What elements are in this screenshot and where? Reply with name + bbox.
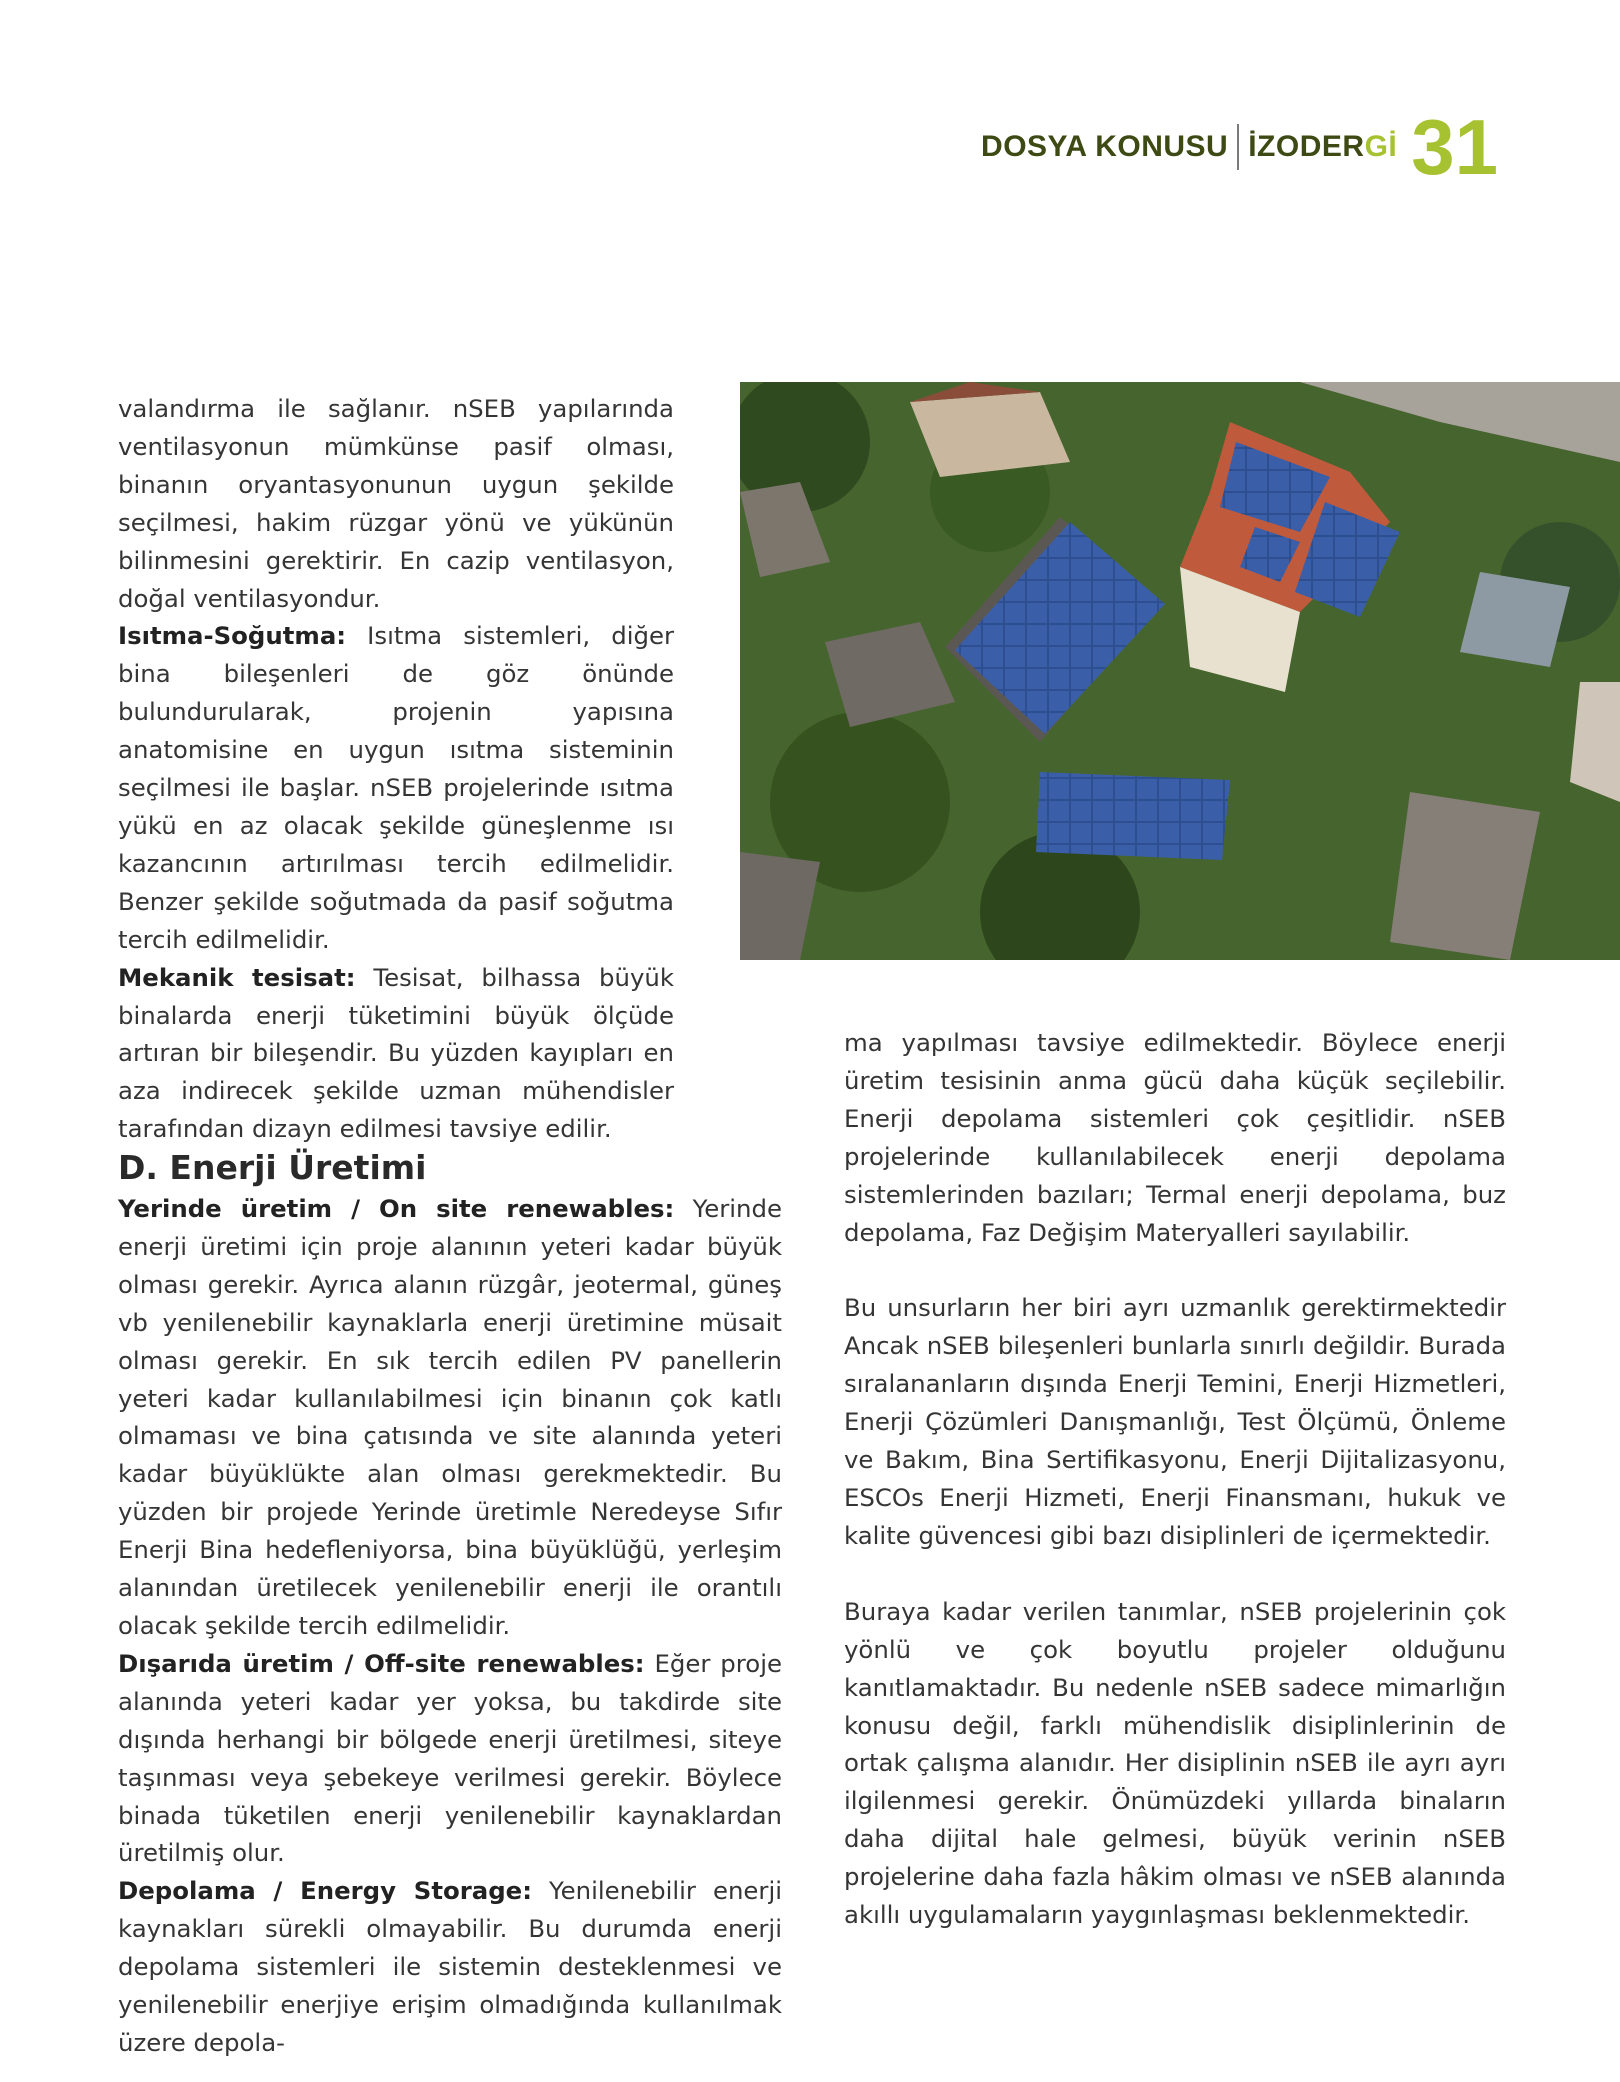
paragraph: Buraya kadar verilen tanımlar, nSEB projelerinin çok yönlü ve çok boyutlu projeler olduğunu kanıtlamaktadır. Bu nedenle nSEB sadece mimarlığın konusu değil, farklı mühendislik disiplinlerinin de ortak çalışma alanıdır. Her disiplinin nSEB ile ayrı ayrı ilgilenmesi gerekir. Önümüzdeki yıllarda binaların daha dijital hale gelmesi, büyük verinin nSEB projelerine daha fazla hâkim olması ve nSEB alanında akıllı uygulamaların yaygınlaşması beklenmektedir. <box>844 1596 1506 1930</box>
paragraph-label: Dışarıda üretim / Off-site renewables: <box>118 1648 645 1678</box>
paragraph-gap <box>844 1251 1506 1289</box>
paragraph: valandırma ile sağlanır. nSEB yapılarında ventilasyonun mümkünse pasif olması, binanın oryantasyonunun uygun şekilde seçilmesi, hakim rüzgar yönü ve yükünün bilinmesini gerektirir. En cazip ventilasyon, doğal ventilasyondur. <box>118 394 674 613</box>
paragraph: ma yapılması tavsiye edilmektedir. Böylece enerji üretim tesisinin anma gücü daha küçük seçilebilir. Enerji depolama sistemleri çok çeşitlidir. nSEB projelerinde kullanılabilecek enerji depolama sistemlerinden bazıları; Termal enerji depolama, buz depolama, Faz Değişim Materyalleri sayılabilir. <box>844 1028 1506 1247</box>
logo-main: İZODER <box>1248 130 1365 163</box>
paragraph: Mekanik tesisat: Tesisat, bilhassa büyük binalarda enerji tüketimini büyük ölçüde artıran bir bileşendir. Bu yüzden kayıpları en aza indirecek şekilde uzman mühendisler tarafından dizayn edilmesi tavsiye edilir. <box>118 962 675 1144</box>
paragraph-label: Mekanik tesisat: <box>118 962 356 992</box>
paragraph-label: Depolama / Energy Storage: <box>118 1876 532 1906</box>
paragraph: Dışarıda üretim / Off-site renewables: Eğer proje alanında yeteri kadar yer yoksa, bu takdirde site dışında herhangi bir bölgede enerji üretilmesi, siteye taşınması veya şebekeye verilmesi gerekir. Böylece binada tüketilen enerji yenilenebilir kaynaklardan üretilmiş olur. <box>118 1648 782 1868</box>
page-number: 31 <box>1411 103 1498 191</box>
section-title: DOSYA KONUSU <box>981 130 1229 163</box>
header-divider <box>1237 124 1239 170</box>
paragraph: Yerinde üretim / On site renewables: Yerinde enerji üretimi için proje alanının yeteri kadar büyük olması gerekir. Ayrıca alanın rüzgâr, jeotermal, güneş vb yenilenebilir kaynaklarla enerji üretimine müsait olması gerekir. En sık tercih edilen PV panellerin yeteri kadar kullanılabilmesi için binanın çok katlı olmaması ve bina çatısında ve site alanında yeteri kadar büyüklükte alan olması gerekmektedir. Bu yüzden bir projede Yerinde üretimle Neredeyse Sıfır Enerji Bina hedefleniyorsa, bina büyüklüğü, yerleşim alanından üretilecek yenilenebilir enerji ile orantılı olacak şekilde tercih edilmelidir. <box>118 1194 782 1640</box>
text-column-2 <box>118 1148 782 2062</box>
magazine-logo <box>1248 130 1397 164</box>
solar-rooftop-aerial-photo <box>740 382 1620 960</box>
paragraph-label: Yerinde üretim / On site renewables: <box>118 1194 675 1223</box>
paragraph-gap <box>844 1555 1506 1593</box>
section-heading: D. Enerji Üretimi <box>118 1148 427 1187</box>
paragraph: Isıtma-Soğutma: Isıtma sistemleri, diğer bina bileşenleri de göz önünde bulundurularak, projenin yapısına anatomisine en uygun ısıtma sisteminin seçilmesi ile başlar. nSEB projelerinde ısıtma yükü en az olacak şekilde güneşlenme ısı kazancının artırılması tercih edilmelidir. Benzer şekilde soğutmada da pasif soğutma tercih edilmelidir. <box>118 621 674 954</box>
paragraph: Bu unsurların her biri ayrı uzmanlık gerektirmektedir Ancak nSEB bileşenleri bunlarla sınırlı değildir. Burada sıralananların dışında Enerji Temini, Enerji Hizmetleri, Enerji Çözümleri Danışmanlığı, Test Ölçümü, Önleme ve Bakım, Bina Sertifikasyonu, Enerji Dijitalizasyonu, ESCOs Enerji Hizmeti, Enerji Finansmanı, hukuk ve kalite güvencesi gibi bazı disiplinleri de içermektedir. <box>844 1293 1506 1550</box>
logo-accent: Gİ <box>1364 130 1398 163</box>
page-header <box>981 103 1498 191</box>
paragraph-label: Isıtma-Soğutma: <box>118 621 347 651</box>
paragraph: Depolama / Energy Storage: Yenilenebilir enerji kaynakları sürekli olmayabilir. Bu durumda enerji depolama sistemleri ile sistemin desteklenmesi ve yenilenebilir enerjiye erişim olmadığında kullanılmak üzere depola- <box>118 1876 783 2057</box>
text-column-1 <box>118 390 674 1148</box>
text-column-3 <box>844 1024 1506 1934</box>
